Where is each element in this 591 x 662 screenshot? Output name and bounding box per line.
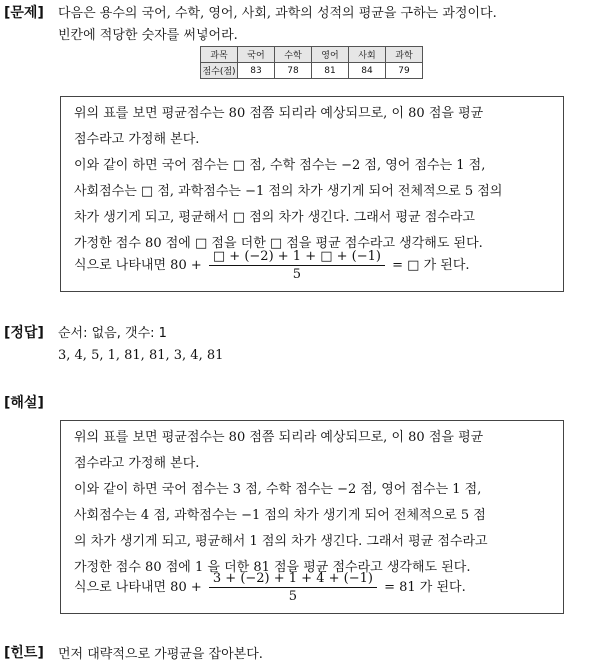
table-cell: 81 [312, 63, 349, 79]
problem-box-line: 차가 생기게 되고, 평균해서 □ 점의 차가 생긴다. 그래서 평균 점수라고 [74, 210, 475, 225]
explanation-box-line: 점수라고 가정해 본다. [74, 456, 200, 471]
explanation-box-line: 사회점수는 4 점, 과학점수는 −1 점의 차가 생기게 되어 전체적으로 5 점 [74, 508, 486, 523]
problem-box-line: 사회점수는 □ 점, 과학점수는 −1 점의 차가 생기게 되어 전체적으로 5 점의 [74, 184, 503, 199]
explanation-box-line: 가정한 점수 80 점에 1 을 더한 81 점을 평균 점수라고 생각해도 된다. [74, 560, 471, 575]
fraction-numerator: □ + (−2) + 1 + □ + (−1) [209, 249, 385, 266]
problem-label: [문제] [4, 5, 44, 21]
table-header-cell: 과학 [386, 47, 423, 63]
score-table [200, 46, 423, 79]
problem-box-line: 가정한 점수 80 점에 □ 점을 더한 □ 점을 평균 점수라고 생각해도 된다. [74, 236, 483, 251]
table-cell: 83 [238, 63, 275, 79]
table-header-cell: 과목 [201, 47, 238, 63]
table-header-cell: 수학 [275, 47, 312, 63]
problem-box [60, 96, 564, 292]
table-header-cell: 사회 [349, 47, 386, 63]
formula-prefix: 식으로 나타내면 80 + [74, 258, 202, 273]
fraction-numerator: 3 + (−2) + 1 + 4 + (−1) [209, 571, 377, 588]
table-cell: 84 [349, 63, 386, 79]
problem-line-2: 빈칸에 적당한 숫자를 써넣어라. [58, 28, 238, 43]
hint-label: [힌트] [4, 645, 44, 661]
table-cell: 79 [386, 63, 423, 79]
answer-line-1: 순서: 없음, 갯수: 1 [58, 326, 167, 341]
answer-label: [정답] [4, 325, 44, 341]
explanation-box [60, 420, 564, 614]
problem-box-line: 이와 같이 하면 국어 점수는 □ 점, 수학 점수는 −2 점, 영어 점수는 1 점, [74, 158, 486, 173]
table-row-label: 점수(점) [201, 63, 238, 79]
explanation-label: [해설] [4, 395, 44, 411]
explanation-box-line: 의 차가 생기게 되고, 평균해서 1 점의 차가 생긴다. 그래서 평균 점수라고 [74, 534, 488, 549]
problem-box-line: 위의 표를 보면 평균점수는 80 점쯤 되리라 예상되므로, 이 80 점을 평균 [74, 106, 484, 121]
table-header-cell: 영어 [312, 47, 349, 63]
explanation-box-line: 위의 표를 보면 평균점수는 80 점쯤 되리라 예상되므로, 이 80 점을 평균 [74, 430, 484, 445]
formula-suffix: = □ 가 된다. [392, 258, 470, 273]
formula-fraction [209, 571, 377, 604]
problem-formula [74, 249, 470, 282]
table-cell: 78 [275, 63, 312, 79]
problem-line-1: 다음은 용수의 국어, 수학, 영어, 사회, 과학의 성적의 평균을 구하는 과정이다. [58, 6, 497, 21]
formula-prefix: 식으로 나타내면 80 + [74, 580, 202, 595]
table-header-cell: 국어 [238, 47, 275, 63]
formula-fraction [209, 249, 385, 282]
score-table-header-row [201, 47, 423, 63]
explanation-formula [74, 571, 466, 604]
formula-suffix: = 81 가 된다. [384, 580, 466, 595]
fraction-denominator: 5 [288, 589, 298, 604]
fraction-denominator: 5 [292, 267, 302, 282]
explanation-box-line: 이와 같이 하면 국어 점수는 3 점, 수학 점수는 −2 점, 영어 점수는 1 점, [74, 482, 482, 497]
problem-box-line: 점수라고 가정해 본다. [74, 132, 200, 147]
answer-line-2: 3, 4, 5, 1, 81, 81, 3, 4, 81 [58, 348, 224, 363]
hint-text: 먼저 대략적으로 가평균을 잡아본다. [58, 647, 263, 662]
score-table-value-row [201, 63, 423, 79]
